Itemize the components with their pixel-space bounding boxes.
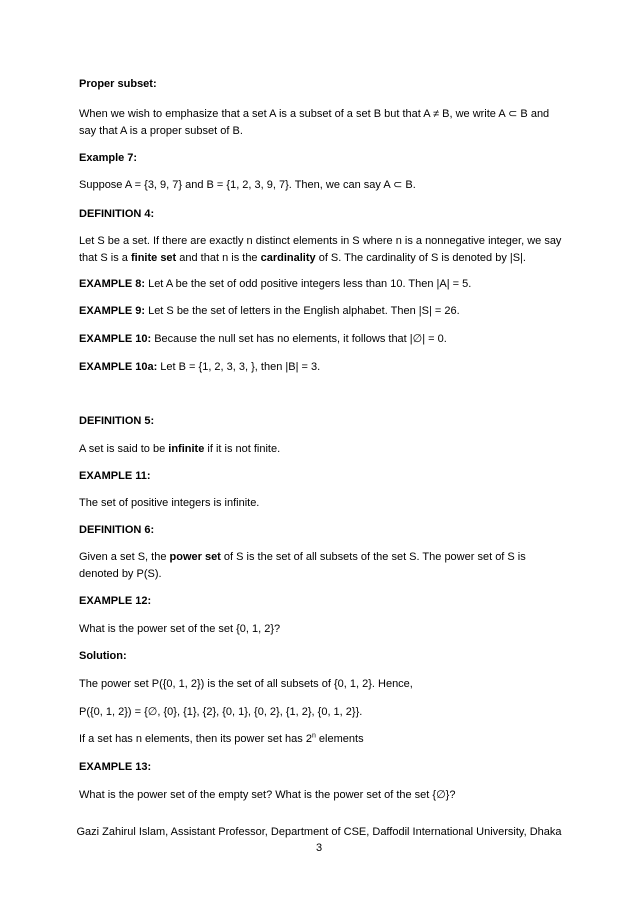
example8: EXAMPLE 8: Let A be the set of odd positive integers less than 10. Then |A| = 5.: [79, 278, 472, 290]
example12-heading: EXAMPLE 12:: [79, 595, 152, 607]
proper-subset-heading: Proper subset:: [79, 78, 157, 90]
example12-question: What is the power set of the set {0, 1, 2}?: [79, 623, 281, 635]
definition6-heading: DEFINITION 6:: [79, 524, 155, 536]
page-number: 3: [315, 842, 323, 854]
power-set-rule: If a set has n elements, then its power set has 2$^n$ elements: [79, 732, 364, 745]
solution-line-1: The power set P({0, 1, 2}) is the set of all subsets of {0, 1, 2}. Hence,: [79, 678, 413, 690]
proper-subset-text: When we wish to emphasize that a set A is a subset of a set B but that A ≠ B, we write A ⊂ B and say that A is a proper subset of B.: [79, 108, 550, 137]
example7-text: Suppose A = {3, 9, 7} and B = {1, 2, 3, 9, 7}. Then, we can say A ⊂ B.: [79, 179, 416, 191]
footer-author: Gazi Zahirul Islam, Assistant Professor, Department of CSE, Daffodil International University, Dhaka: [76, 826, 562, 838]
exponent-n: n: [311, 732, 316, 740]
definition6-text: Given a set S, the power set of S is the set of all subsets of the set S. The power set of S is denoted by P(S).: [79, 551, 526, 580]
definition5-text: A set is said to be infinite if it is not finite.: [79, 443, 281, 455]
definition5-heading: DEFINITION 5:: [79, 415, 155, 427]
example11-heading: EXAMPLE 11:: [79, 470, 151, 482]
definition4-text: Let S be a set. If there are exactly n distinct elements in S where n is a nonnegative integer, we say that S is a finite set and that n is the cardinality of S. The cardinality of S is denoted by |S|.: [79, 235, 562, 264]
solution-line-2: P({0, 1, 2}) = {∅, {0}, {1}, {2}, {0, 1}, {0, 2}, {1, 2}, {0, 1, 2}}.: [79, 706, 363, 718]
example13-question: What is the power set of the empty set? What is the power set of the set {∅}?: [79, 789, 456, 801]
solution-heading: Solution:: [79, 650, 127, 662]
example11-text: The set of positive integers is infinite.: [79, 497, 260, 509]
example9: EXAMPLE 9: Let S be the set of letters in the English alphabet. Then |S| = 26.: [79, 305, 460, 317]
definition4-heading: DEFINITION 4:: [79, 208, 155, 220]
example10: EXAMPLE 10: Because the null set has no elements, it follows that |∅| = 0.: [79, 333, 447, 345]
example7-heading: Example 7:: [79, 152, 138, 164]
example13-heading: EXAMPLE 13:: [79, 761, 152, 773]
example10a: EXAMPLE 10a: Let B = {1, 2, 3, 3, }, then |B| = 3.: [79, 361, 321, 373]
